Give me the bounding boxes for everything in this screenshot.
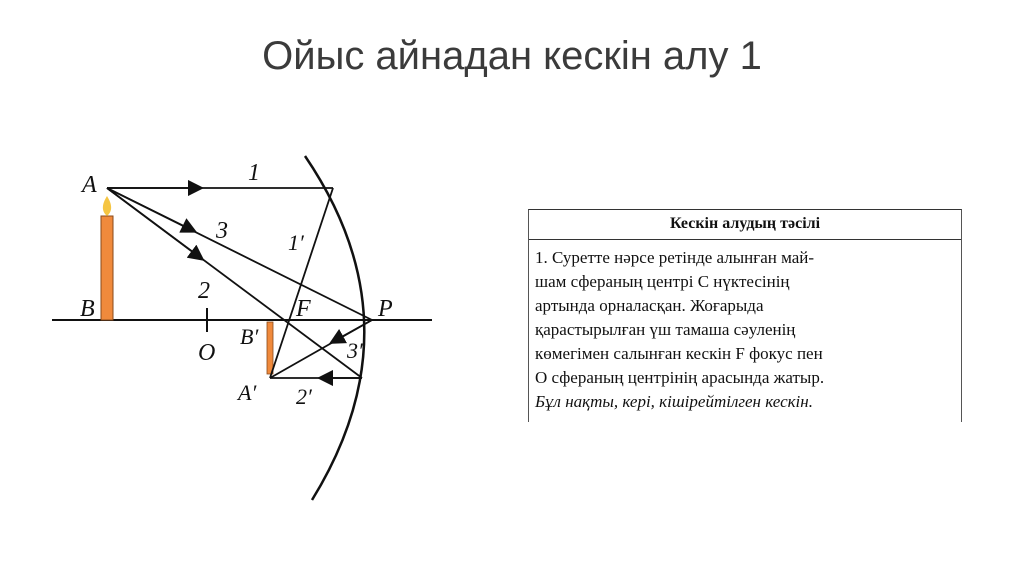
label-ray-1: 1: [248, 160, 260, 186]
image-candle: [267, 322, 273, 374]
table-line: артында орналасқан. Жоғарыда: [535, 296, 764, 315]
candle-object: [101, 216, 113, 320]
label-a-image: A′: [238, 380, 257, 405]
table-line: шам сфераның центрі C нүктесінің: [535, 272, 790, 291]
label-ray-3: 3: [216, 218, 228, 244]
ray-3-arrow: [107, 188, 190, 229]
table-line: O сфераның центрінің арасында жатыр.: [535, 368, 825, 387]
label-a: A: [82, 172, 97, 198]
label-ray-1r: 1′: [288, 230, 304, 255]
table-conclusion: Бұл нақты, кері, кішірейтілген кескін.: [535, 392, 813, 411]
table-header: Кескін алудың тәсілі: [529, 210, 961, 240]
table-body: [529, 240, 961, 422]
label-p: P: [378, 296, 393, 322]
label-o: O: [198, 340, 216, 366]
table-line: 1. Суретте нәрсе ретінде алынған май-: [535, 248, 815, 267]
table-line: көмегімен салынған кескін F фокус пен: [535, 344, 823, 363]
candle-flame: [103, 196, 111, 216]
method-table: [528, 209, 962, 422]
label-ray-3r: 3′: [347, 338, 363, 363]
slide-title: Ойыс айнадан кескін алу 1: [262, 34, 762, 78]
ray-2-arrow: [107, 188, 198, 256]
label-ray-2r: 2′: [296, 384, 312, 409]
label-f: F: [296, 296, 311, 322]
label-b: B: [80, 296, 95, 322]
table-line: қарастырылған үш тамаша сәуленің: [535, 320, 796, 339]
label-ray-2: 2: [198, 278, 210, 304]
concave-mirror: [305, 156, 364, 500]
ray-3-reflected-arrow: [336, 320, 372, 340]
label-b-image: B′: [240, 324, 259, 349]
